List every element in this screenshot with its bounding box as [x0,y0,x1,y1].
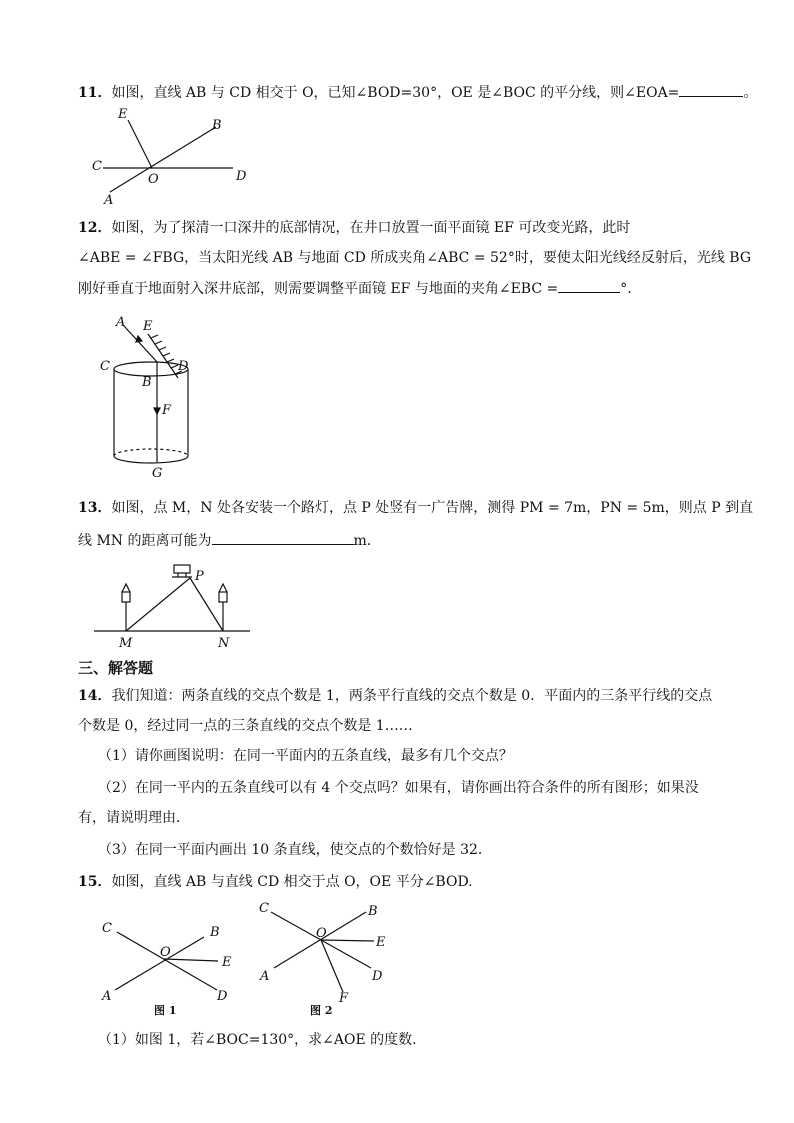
q15-f2-ray-of [321,940,343,992]
q15-f1-label-a: A [102,989,112,1004]
q12-label-b: B [142,375,152,390]
q12-label-e: E [143,319,153,334]
q15-number: 15． [78,874,112,890]
q15-figure-2 [256,900,406,1020]
q13-lamp-m-head [122,592,130,602]
q12-label-g: G [152,466,163,480]
q13-stem-1: 如图，点 M，N 处各安装一个路灯，点 P 处竖有一广告牌，测得 PM = 7m，PN = 5m，则点 P 到直 [111,500,754,516]
q13-lamp-n-head [219,592,227,602]
q13-segment-pn [190,578,223,631]
q12-stem-3-end: °. [620,281,632,297]
q11-label-c: C [92,159,102,174]
q13-line1 [78,498,753,518]
q15-f1-ray-oe [164,959,218,961]
q15-f2-label-d: D [372,969,383,984]
q13-lamp-n-cap [219,584,227,592]
q13-line2 [78,530,381,551]
q13-answer-blank[interactable] [212,530,354,545]
q13-label-p: P [195,569,204,584]
q15-f2-ray-oe [321,940,374,941]
q15-f1-label-d: D [217,989,228,1004]
q12-number: 12． [78,220,112,236]
q15-f2-label-f: F [339,991,349,1006]
q11-number: 11． [78,85,112,101]
q11-label-b: B [212,118,222,133]
q15-f2-label-c: C [259,901,269,916]
q13-label-m: M [119,636,133,651]
q11-stem-end: 。 [743,85,758,101]
q13-stem-2-end: m． [353,533,381,549]
q14-line1 [78,686,712,706]
q15-f1-label-e: E [222,955,232,970]
q15-figure-1 [92,902,250,1020]
q11-label-e: E [118,107,128,122]
q15-f2-caption: 图 2 [310,1004,333,1017]
q14-line2 [78,716,413,736]
q12-figure [96,314,206,480]
q12-answer-blank[interactable] [558,278,620,293]
q12-stem-1: 如图，为了探清一口深井的底部情况，在井口放置一面平面镜 EF 可改变光路，此时 [111,220,631,236]
q13-stem-2: 线 MN 的距离可能为 [78,533,212,549]
q14-part3: （3）在同一平面内画出 10 条直线，使交点的个数恰好是 32． [98,842,492,858]
q11-label-d: D [236,169,247,184]
q15-part1: （1）如图 1，若∠BOC=130°，求∠AOE 的度数. [98,1032,417,1048]
q15-f2-label-o: O [316,926,327,941]
q13-segment-pm [126,578,190,631]
q11-ray-oe [128,120,152,168]
q15-f1-label-b: B [210,925,220,940]
q12-stem-3: 刚好垂直于地面射入深井底部，则需要调整平面镜 EF 与地面的夹角∠EBC = [78,281,559,297]
q13-lamp-m-cap [122,584,130,592]
q13-number: 13． [78,500,112,516]
section-3-title: 三、解答题 [78,659,154,677]
q15-f2-label-b: B [368,904,378,919]
q11-line-ab [110,127,216,192]
q14-number: 14． [78,688,112,704]
q12-arrow-bg [154,408,160,414]
q15-f1-label-c: C [102,921,112,936]
q12-stem-2: ∠ABE = ∠FBG，当太阳光线 AB 与地面 CD 所成夹角∠ABC = 52°时，要使太阳光线经反射后，光线 BG [78,250,752,266]
q13-label-n: N [218,636,230,651]
q12-label-f: F [162,403,172,418]
q14-stem-2: 个数是 0，经过同一点的三条直线的交点个数是 1…… [78,718,413,734]
q12-line1 [78,218,630,238]
q11-label-a: A [104,193,114,208]
q15-text [78,872,473,892]
q15-f1-caption: 图 1 [154,1004,177,1017]
q15-f1-label-o: O [160,945,171,960]
q14-part2a: （2）在同一平内的五条直线可以有 4 个交点吗？如果有，请你画出符合条件的所有图形；如果没 [98,780,699,796]
q11-answer-blank[interactable] [679,82,743,97]
q13-figure [92,560,254,652]
q12-label-c: C [100,359,110,374]
q12-line2 [78,248,751,268]
q11-text [78,82,757,103]
q15-stem: 如图，直线 AB 与直线 CD 相交于点 O，OE 平分∠BOD. [111,874,473,890]
q14-stem-1: 我们知道：两条直线的交点个数是 1，两条平行直线的交点个数是 0．平面内的三条平行线的交点 [111,688,713,704]
q12-label-d: D [178,359,189,374]
q14-part2b: 有，请说明理由． [78,810,190,826]
q13-billboard [174,565,190,573]
q12-well-top [114,362,188,376]
q11-figure [88,104,258,208]
q14-part1: （1）请你画图说明：在同一平面内的五条直线，最多有几个交点？ [98,748,513,764]
q15-f2-label-e: E [376,935,386,950]
q12-well-bottom-front [114,456,188,463]
q12-line3 [78,278,632,299]
q11-label-o: O [148,172,159,187]
q15-f2-label-a: A [260,969,270,984]
q12-label-a: A [116,315,126,330]
q12-arrow-ab [136,336,142,342]
q11-stem: 如图，直线 AB 与 CD 相交于 O，已知∠BOD=30°，OE 是∠BOC 的平分线，则∠EOA= [111,85,680,101]
q12-well-bottom-back [114,449,188,456]
